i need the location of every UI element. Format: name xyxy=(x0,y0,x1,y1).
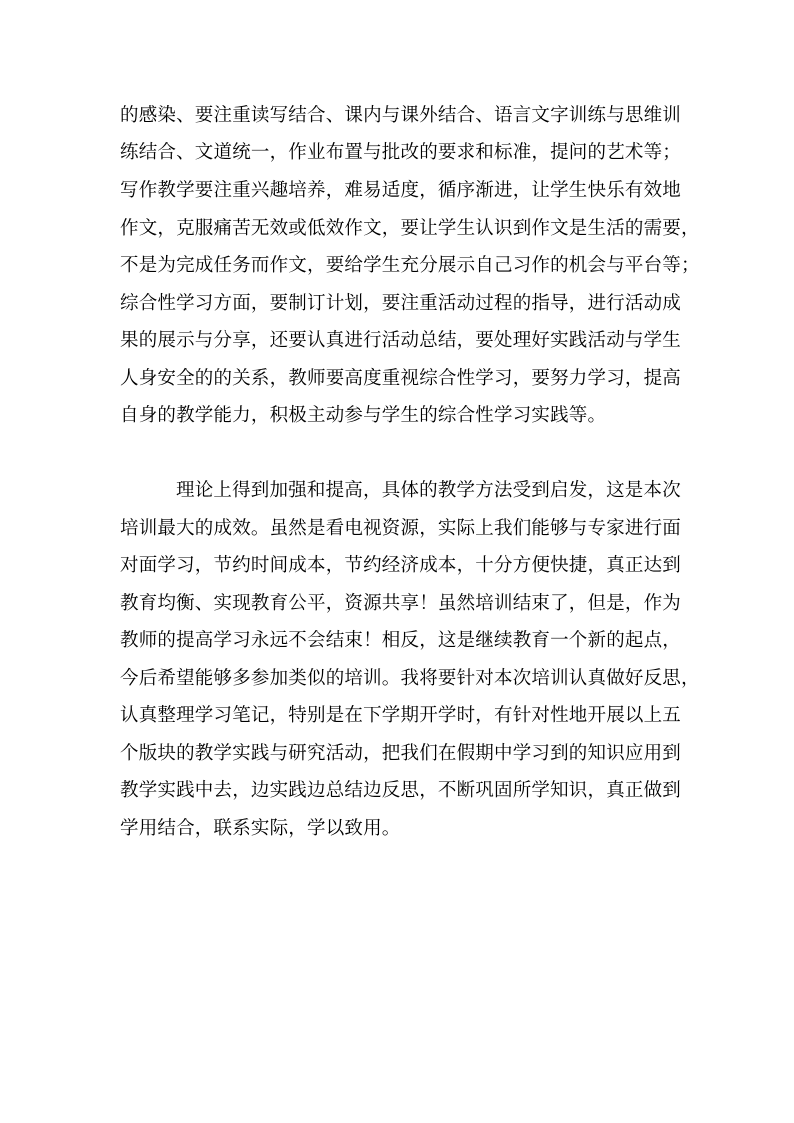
paragraph-1-line-9: 自身的教学能力，积极主动参与学生的综合性学习实践等。 xyxy=(120,405,607,426)
paragraph-1-line-1: 的感染、要注重读写结合、课内与课外结合、语言文字训练与思维训 xyxy=(120,105,682,126)
paragraph-2-line-10: 学用结合，联系实际，学以致用。 xyxy=(120,818,401,839)
paragraph-2-line-5: 教师的提高学习永远不会结束！相反，这是继续教育一个新的起点， xyxy=(120,630,682,651)
paragraph-1-line-3: 写作教学要注重兴趣培养，难易适度，循序渐进，让学生快乐有效地 xyxy=(120,180,682,201)
paragraph-2-line-3: 对面学习，节约时间成本，节约经济成本，十分方便快捷，真正达到 xyxy=(120,555,682,576)
paragraph-1-line-6: 综合性学习方面，要制订计划，要注重活动过程的指导，进行活动成 xyxy=(120,293,682,314)
paragraph-1-line-5: 不是为完成任务而作文，要给学生充分展示自己习作的机会与平台等； xyxy=(120,255,700,276)
paragraph-2-line-6: 今后希望能够多参加类似的培训。我将要针对本次培训认真做好反思， xyxy=(120,668,700,689)
paragraph-2-line-1: 理论上得到加强和提高，具体的教学方法受到启发，这是本次 xyxy=(176,480,681,501)
paragraph-1-line-7: 果的展示与分享，还要认真进行活动总结，要处理好实践活动与学生 xyxy=(120,330,682,351)
paragraph-2-line-4: 教育均衡、实现教育公平，资源共享！虽然培训结束了，但是，作为 xyxy=(120,593,682,614)
paragraph-1-line-2: 练结合、文道统一，作业布置与批改的要求和标准，提问的艺术等； xyxy=(120,142,682,163)
paragraph-1-line-8: 人身安全的的关系，教师要高度重视综合性学习，要努力学习，提高 xyxy=(120,368,682,389)
paragraph-1-line-4: 作文，克服痛苦无效或低效作文，要让学生认识到作文是生活的需要， xyxy=(120,218,700,239)
paragraph-2-line-2: 培训最大的成效。虽然是看电视资源，实际上我们能够与专家进行面 xyxy=(120,518,682,539)
paragraph-2-line-8: 个版块的教学实践与研究活动，把我们在假期中学习到的知识应用到 xyxy=(120,743,682,764)
paragraph-2-line-9: 教学实践中去，边实践边总结边反思，不断巩固所学知识，真正做到 xyxy=(120,780,682,801)
paragraph-2-line-7: 认真整理学习笔记，特别是在下学期开学时，有针对性地开展以上五 xyxy=(120,705,682,726)
